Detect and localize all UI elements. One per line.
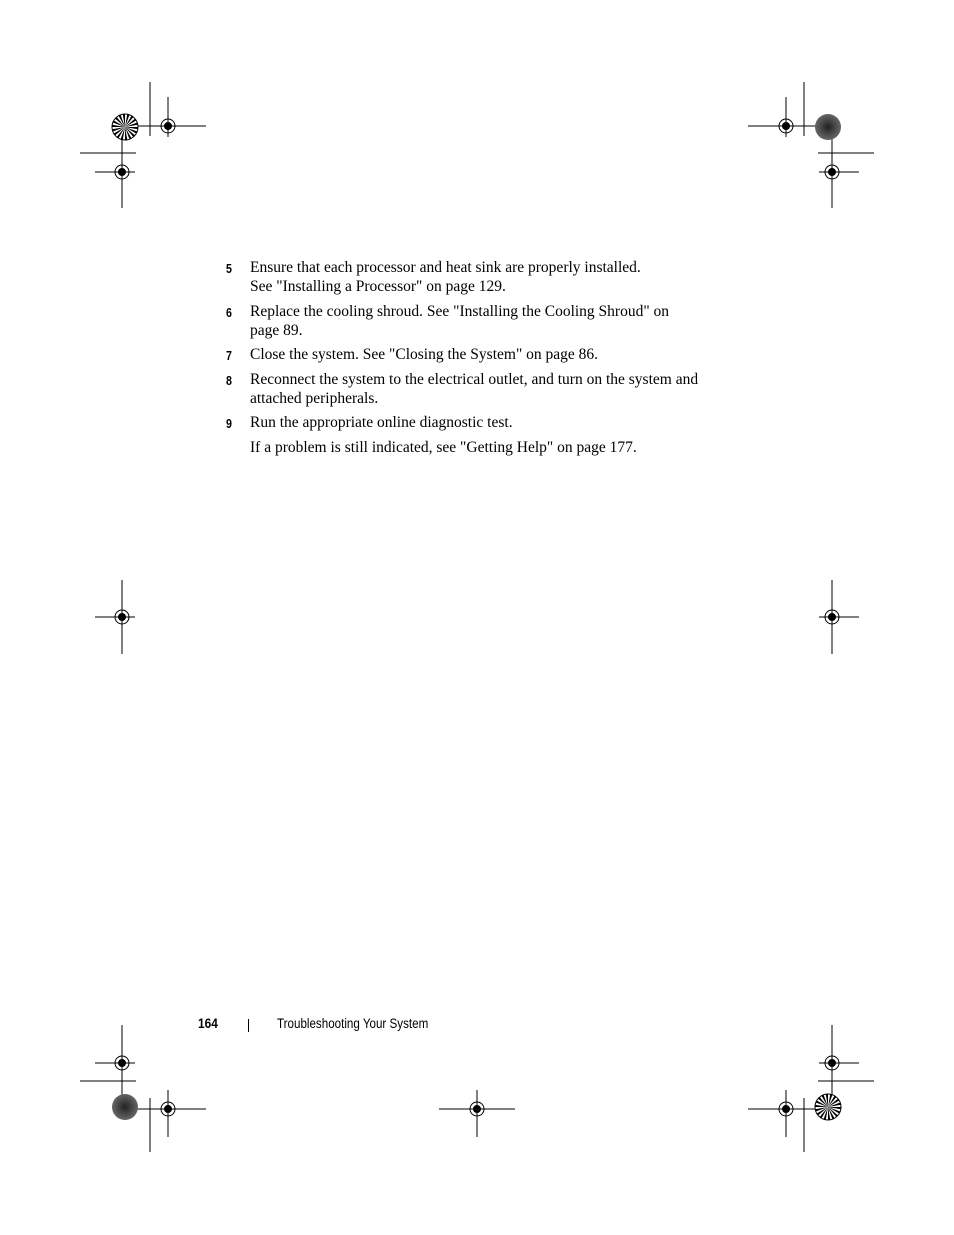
step-5 bbox=[226, 258, 726, 296]
step-text-line: Replace the cooling shroud. See "Installing the Cooling Shroud" on bbox=[250, 302, 670, 320]
step-number: 8 bbox=[226, 372, 232, 388]
step-8 bbox=[226, 370, 726, 408]
crosshair-icon bbox=[130, 97, 206, 137]
crosshair-icon bbox=[95, 580, 135, 654]
page-number: 164 bbox=[198, 1015, 218, 1031]
crosshair-targets bbox=[95, 97, 859, 1137]
footer-section-title: Troubleshooting Your System bbox=[277, 1016, 429, 1031]
crosshair-icon bbox=[95, 134, 135, 208]
crosshair-icon bbox=[95, 1025, 135, 1099]
step-number: 9 bbox=[226, 416, 232, 431]
step-number: 7 bbox=[226, 348, 232, 363]
step-text-line: See "Installing a Processor" on page 129. bbox=[250, 278, 506, 295]
step-text-line: page 89. bbox=[250, 321, 303, 339]
starburst-icon bbox=[112, 114, 138, 140]
crosshair-icon bbox=[748, 97, 824, 137]
crosshair-icon bbox=[819, 580, 859, 654]
crosshair-icon bbox=[819, 1025, 859, 1099]
step-6 bbox=[226, 302, 726, 340]
step-text-line: Close the system. See "Closing the System" on page 86. bbox=[250, 346, 599, 363]
crosshair-icon bbox=[130, 1090, 206, 1137]
step-number: 5 bbox=[226, 261, 232, 276]
starburst-icon bbox=[815, 1094, 841, 1120]
step-text-line: Reconnect the system to the electrical outlet, and turn on the system and bbox=[250, 370, 699, 388]
crosshair-icon bbox=[439, 1090, 515, 1137]
step-7 bbox=[226, 345, 726, 364]
procedure-steps bbox=[226, 258, 726, 463]
footer-divider bbox=[248, 1019, 249, 1032]
step-text-line: Run the appropriate online diagnostic test. bbox=[250, 414, 513, 431]
trim-lines bbox=[80, 82, 874, 1152]
grey-target-icon bbox=[112, 1094, 138, 1120]
grey-target-icon bbox=[815, 114, 841, 140]
crosshair-icon bbox=[748, 1090, 824, 1137]
step-9 bbox=[226, 413, 726, 457]
step-number: 6 bbox=[226, 304, 232, 320]
step-note: If a problem is still indicated, see "Getting Help" on page 177. bbox=[250, 439, 637, 456]
crosshair-icon bbox=[819, 134, 859, 208]
step-text-line: Ensure that each processor and heat sink are properly installed. bbox=[250, 259, 641, 276]
step-text-line: attached peripherals. bbox=[250, 389, 379, 407]
